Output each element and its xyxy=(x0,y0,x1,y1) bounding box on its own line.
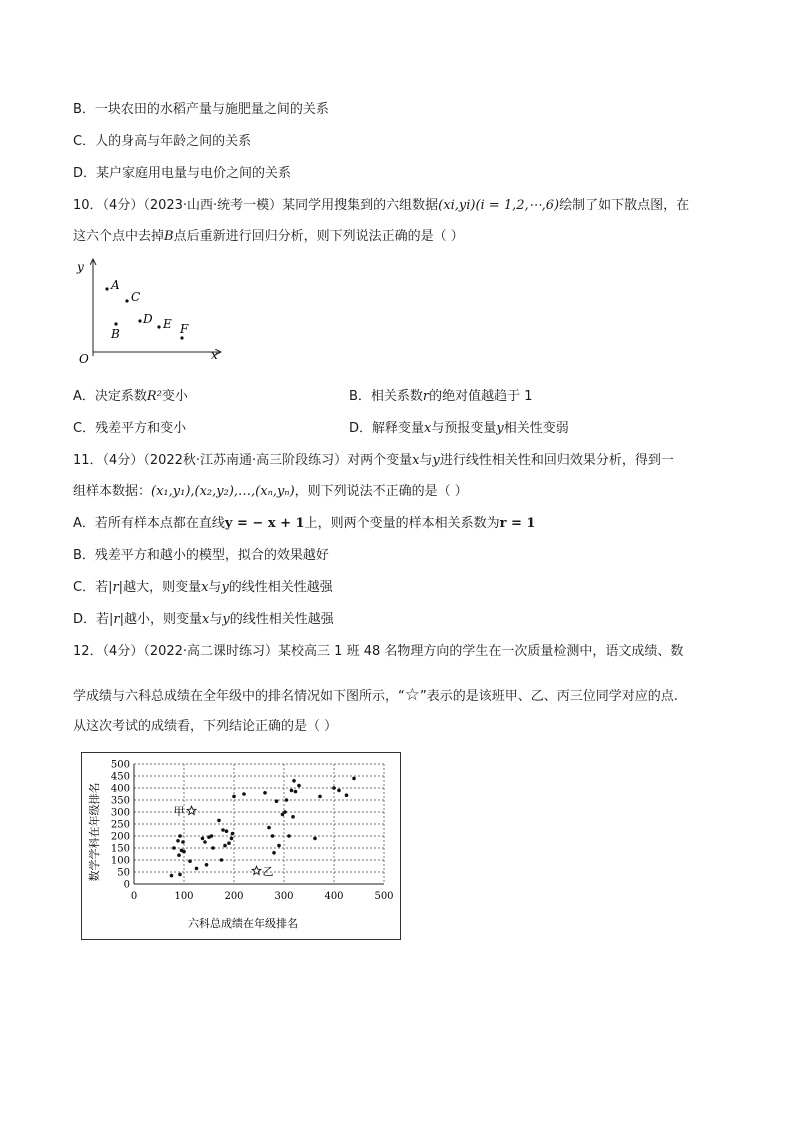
q12-scatter-chart xyxy=(81,752,401,940)
data-point xyxy=(263,791,267,795)
data-point xyxy=(283,810,287,814)
data-point xyxy=(210,834,214,838)
q10-stem-line1: 10．（4分）（2023·山西·统考一模）某同学用搜集到的六组数据(xi,yi)(i = 1,2,⋯,6)绘制了如下散点图，在 xyxy=(73,198,690,213)
q10-point-f-label: F xyxy=(180,322,189,336)
x-tick-label: 100 xyxy=(174,891,194,902)
q12-stem-line1: 12．（4分）（2022·高二课时练习）某校高三 1 班 48 名物理方向的学生在一次质量检测中，语文成绩、数 xyxy=(73,644,684,659)
option-c-prev: C．人的身高与年龄之间的关系 xyxy=(73,134,252,149)
q10-point-a xyxy=(105,287,108,290)
data-point xyxy=(291,815,295,819)
y-tick-label: 250 xyxy=(110,819,130,831)
data-point xyxy=(178,873,182,877)
q10-point-f xyxy=(180,336,183,339)
data-point xyxy=(170,874,174,878)
data-point xyxy=(223,844,227,848)
data-point xyxy=(285,798,289,802)
y-tick-label: 300 xyxy=(110,807,130,819)
data-point xyxy=(205,863,209,867)
data-point xyxy=(172,846,176,850)
data-point xyxy=(267,826,271,830)
q11-stem-line2: 组样本数据：(x₁,y₁),(x₂,y₂),…,(xₙ,yₙ)，则下列说法不正确的是（ ） xyxy=(73,484,468,499)
data-point xyxy=(220,858,224,862)
q10-option-b: B．相关系数r的绝对值越趋于 1 xyxy=(349,389,533,404)
star-icon: ☆ xyxy=(404,685,420,705)
data-point xyxy=(225,829,229,833)
q10-option-c: C．残差平方和变小 xyxy=(73,421,187,436)
data-point xyxy=(294,790,298,794)
data-point xyxy=(178,834,182,838)
data-point xyxy=(231,832,235,836)
data-point xyxy=(188,859,192,863)
y-tick-label: 450 xyxy=(110,771,130,783)
q10-y-axis-label: y xyxy=(77,260,84,274)
data-point xyxy=(275,799,279,803)
q11-stem-line1: 11．（4分）（2022秋·江苏南通·高三阶段练习）对两个变量x与y进行线性相关性和回归效果分析，得到一 xyxy=(73,453,674,468)
q11-option-d: D．若|r|越小，则变量x与y的线性相关性越强 xyxy=(73,612,334,627)
q10-point-e-label: E xyxy=(163,317,172,331)
data-point xyxy=(203,840,207,844)
data-point xyxy=(242,792,246,796)
data-point xyxy=(201,837,205,841)
y-tick-label: 400 xyxy=(110,783,130,795)
data-point xyxy=(232,795,236,799)
annotation-label: 甲 xyxy=(173,804,185,818)
q10-point-c xyxy=(125,299,128,302)
data-point xyxy=(292,779,296,783)
data-point xyxy=(318,795,322,799)
q10-point-b-label: B xyxy=(111,327,120,341)
data-point xyxy=(332,786,336,790)
q11-option-c: C．若|r|越大，则变量x与y的线性相关性越强 xyxy=(73,580,333,595)
data-point xyxy=(277,844,281,848)
q10-scatter-figure xyxy=(70,256,230,368)
annotation-label: 乙 xyxy=(262,864,274,878)
q10-x-axis-label: x xyxy=(211,348,218,362)
data-point xyxy=(182,850,186,854)
y-tick-label: 500 xyxy=(110,759,130,771)
y-tick-label: 350 xyxy=(110,795,130,807)
data-point xyxy=(176,839,180,843)
x-tick-label: 300 xyxy=(274,891,294,902)
data-point xyxy=(227,841,231,845)
data-point xyxy=(313,837,317,841)
q10-point-d-label: D xyxy=(143,312,153,326)
y-tick-label: 100 xyxy=(110,855,130,867)
q11-option-b: B．残差平方和越小的模型，拟合的效果越好 xyxy=(73,548,329,563)
q10-stem-line2: 这六个点中去掉B点后重新进行回归分析，则下列说法正确的是（ ） xyxy=(73,229,464,244)
q10-point-a-label: A xyxy=(111,278,120,292)
y-tick-label: 150 xyxy=(110,843,130,855)
y-tick-label: 0 xyxy=(123,879,130,891)
q10-option-d: D．解释变量x与预报变量y相关性变弱 xyxy=(349,421,569,436)
data-point xyxy=(271,834,275,838)
data-point xyxy=(177,853,181,857)
q10-origin-label: O xyxy=(79,352,89,366)
data-point xyxy=(230,837,234,841)
option-d-prev: D．某户家庭用电量与电价之间的关系 xyxy=(73,166,292,181)
q10-option-a: A．决定系数R²变小 xyxy=(73,389,188,404)
data-point xyxy=(181,840,185,844)
data-point xyxy=(345,793,349,797)
x-tick-label: 200 xyxy=(224,891,244,902)
q10-point-d xyxy=(138,319,141,322)
data-point xyxy=(287,834,291,838)
data-point xyxy=(221,828,225,832)
q10-point-c-label: C xyxy=(131,290,141,304)
chart-x-label: 六科总成绩在年级排名 xyxy=(188,917,298,930)
option-b-prev: B．一块农田的水稻产量与施肥量之间的关系 xyxy=(73,102,329,117)
q12-stem-line3: 从这次考试的成绩看，下列结论正确的是（ ） xyxy=(73,719,338,734)
x-tick-label: 400 xyxy=(324,891,344,902)
data-point xyxy=(290,789,294,793)
data-point xyxy=(337,789,341,793)
data-point xyxy=(272,851,276,855)
data-point xyxy=(217,819,221,823)
x-tick-label: 500 xyxy=(374,891,394,902)
data-point xyxy=(297,784,301,788)
q12-stem-line2: 学成绩与六科总成绩在全年级中的排名情况如下图所示，“☆”表示的是该班甲、乙、丙三位同学对应的点. xyxy=(73,685,678,705)
y-tick-label: 50 xyxy=(117,867,130,879)
q10-point-b xyxy=(114,322,117,325)
data-point xyxy=(211,846,215,850)
x-tick-label: 0 xyxy=(130,891,138,902)
chart-y-label: 数学学科在年级排名 xyxy=(88,782,101,882)
q11-option-a: A．若所有样本点都在直线y = − x + 1上，则两个变量的样本相关系数为r = 1 xyxy=(73,516,536,531)
data-point xyxy=(352,777,356,781)
data-point xyxy=(195,867,199,871)
q10-point-e xyxy=(157,325,160,328)
y-tick-label: 200 xyxy=(110,831,130,843)
